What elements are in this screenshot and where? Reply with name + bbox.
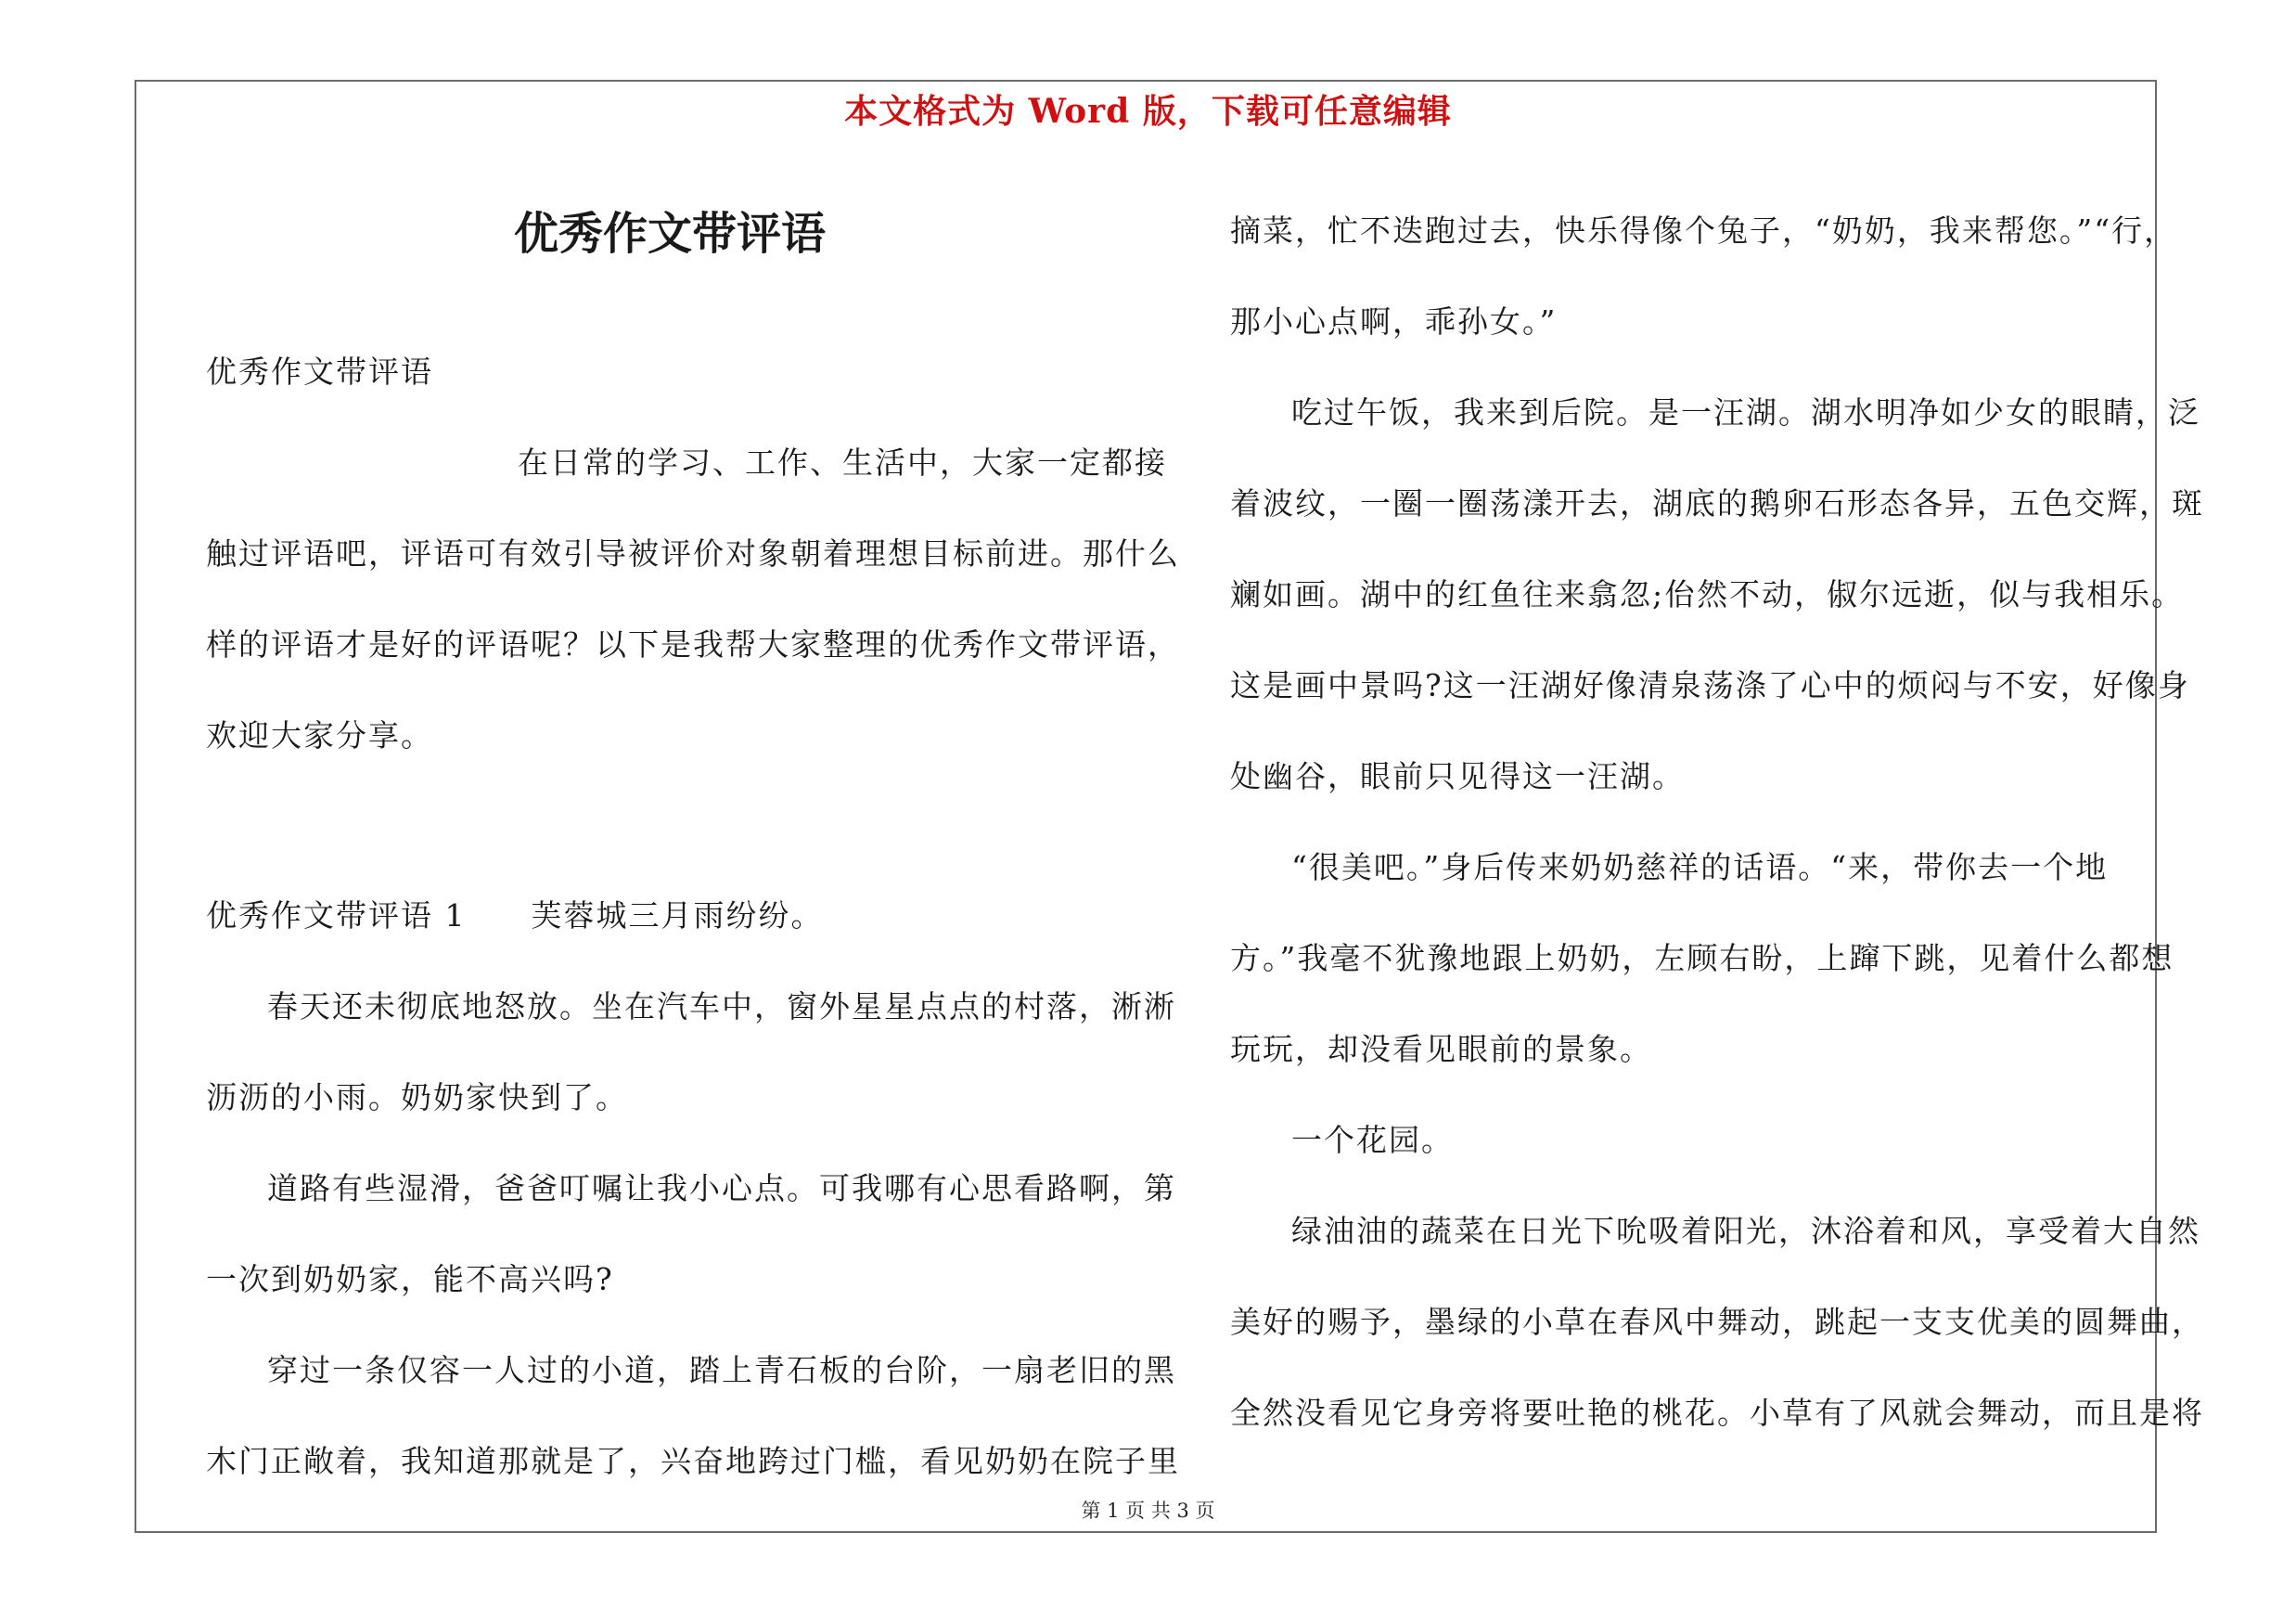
paragraph-line: 木门正敞着，我知道那就是了，兴奋地跨过门槛，看见奶奶在院子里 <box>206 1443 1180 1479</box>
paragraph-line: 一个花园。 <box>1291 1122 1454 1158</box>
paragraph-line: 在日常的学习、工作、生活中，大家一定都接 <box>518 444 1167 481</box>
paragraph-line: 一次到奶奶家，能不高兴吗? <box>206 1261 614 1297</box>
paragraph-line: 全然没看见它身旁将要吐艳的桃花。小草有了风就会舞动，而且是将 <box>1230 1395 2204 1431</box>
paragraph-line: 绿油油的蔬菜在日光下吮吸着阳光，沐浴着和风，享受着大自然 <box>1291 1213 2200 1249</box>
paragraph-line: 方。”我毫不犹豫地跟上奶奶，左顾右盼，上蹿下跳，见着什么都想 <box>1230 940 2174 976</box>
paragraph-line: 穿过一条仅容一人过的小道，踏上青石板的台阶，一扇老旧的黑 <box>267 1352 1176 1388</box>
edit-notice-banner: 本文格式为 Word 版，下载可任意编辑 <box>844 92 1452 131</box>
document-title: 优秀作文带评语 <box>513 208 826 260</box>
paragraph-line: 样的评语才是好的评语呢？以下是我帮大家整理的优秀作文带评语， <box>206 626 1180 663</box>
subtitle-line: 优秀作文带评语 <box>206 354 433 390</box>
paragraph-line: 着波纹，一圈一圈荡漾开去，湖底的鹅卵石形态各异，五色交辉，斑 <box>1230 485 2204 522</box>
paragraph-line: 欢迎大家分享。 <box>206 717 433 754</box>
paragraph-line: 道路有些湿滑，爸爸叮嘱让我小心点。可我哪有心思看路啊，第 <box>267 1170 1176 1206</box>
paragraph-line: 那小心点啊，乖孙女。” <box>1230 303 1558 340</box>
paragraph-line: 玩玩，却没看见眼前的景象。 <box>1230 1031 1652 1067</box>
paragraph-line: 沥沥的小雨。奶奶家快到了。 <box>206 1079 628 1115</box>
paragraph-line: 斓如画。湖中的红鱼往来翕忽;佁然不动，俶尔远逝，似与我相乐。 <box>1230 576 2185 612</box>
paragraph-line: 美好的赐予，墨绿的小草在春风中舞动，跳起一支支优美的圆舞曲， <box>1230 1304 2204 1340</box>
page-number-footer: 第 1 页 共 3 页 <box>1081 1500 1215 1522</box>
paragraph-line: 春天还未彻底地怒放。坐在汽车中，窗外星星点点的村落，淅淅 <box>267 988 1176 1024</box>
paragraph-line: 摘菜，忙不迭跑过去，快乐得像个兔子，“奶奶，我来帮您。”“行， <box>1230 213 2177 249</box>
paragraph-line: 这是画中景吗?这一汪湖好像清泉荡涤了心中的烦闷与不安，好像身 <box>1230 667 2190 703</box>
paragraph-line: 处幽谷，眼前只见得这一汪湖。 <box>1230 758 1685 794</box>
paragraph-line: 吃过午饭，我来到后院。是一汪湖。湖水明净如少女的眼睛，泛 <box>1291 394 2200 431</box>
paragraph-line: 触过评语吧，评语可有效引导被评价对象朝着理想目标前进。那什么 <box>206 535 1180 572</box>
section-heading-line: 优秀作文带评语 1 芙蓉城三月雨纷纷。 <box>206 897 824 934</box>
paragraph-line: “很美吧。”身后传来奶奶慈祥的话语。“来，带你去一个地 <box>1291 849 2109 885</box>
